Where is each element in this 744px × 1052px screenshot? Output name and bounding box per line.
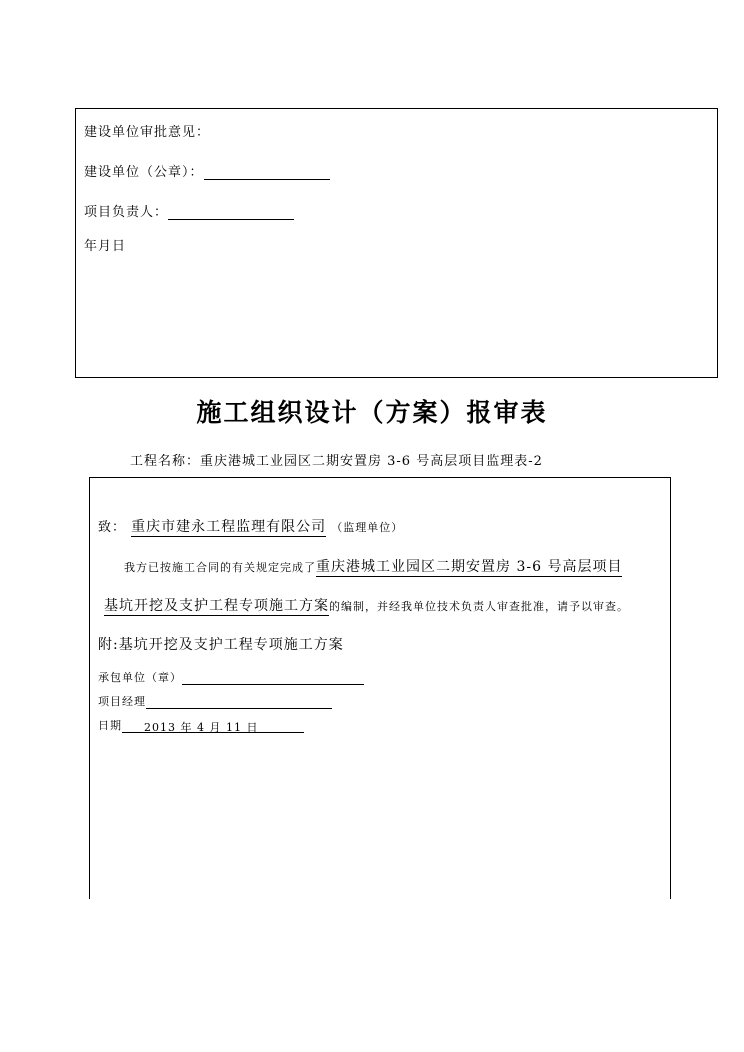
contractor-label: 承包单位（章） bbox=[98, 671, 182, 684]
attachment-value: 基坑开挖及支护工程专项施工方案 bbox=[118, 637, 344, 653]
supervisor-unit-note: （监理单位） bbox=[331, 521, 404, 534]
pm-row bbox=[98, 693, 332, 709]
project-name-row bbox=[130, 450, 543, 469]
date-label: 日期 bbox=[98, 719, 122, 732]
approval-box bbox=[75, 108, 718, 378]
body-suffix: 的编制，并经我单位技术负责人审查批准，请予以审查。 bbox=[329, 600, 629, 613]
body-plan-name: 基坑开挖及支护工程专项施工方案 bbox=[104, 598, 329, 614]
project-label: 工程名称： bbox=[130, 454, 201, 469]
body-line-2 bbox=[104, 595, 629, 615]
date-value[interactable]: 2013 年 4 月 11 日 bbox=[122, 719, 304, 733]
approval-manager-blank[interactable] bbox=[168, 205, 294, 220]
body-project-name: 重庆港城工业园区二期安置房 3-6 号高层项目 bbox=[316, 559, 623, 575]
to-row bbox=[98, 516, 403, 536]
pm-label: 项目经理 bbox=[98, 695, 146, 708]
contractor-blank[interactable] bbox=[182, 670, 364, 685]
body-prefix: 我方已按施工合同的有关规定完成了 bbox=[124, 561, 316, 574]
attachment-label: 附: bbox=[98, 637, 119, 653]
approval-unit-label: 建设单位（公章）： bbox=[84, 165, 204, 180]
approval-unit-blank[interactable] bbox=[204, 165, 330, 180]
project-name: 重庆港城工业园区二期安置房 3-6 号高层项目监理表-2 bbox=[200, 454, 543, 469]
pm-blank[interactable] bbox=[146, 694, 332, 709]
approval-manager-row bbox=[84, 201, 294, 220]
supervisor-company: 重庆市建永工程监理有限公司 bbox=[131, 519, 327, 535]
body-line-1 bbox=[124, 556, 622, 576]
contractor-row bbox=[98, 669, 364, 685]
date-row bbox=[98, 717, 304, 733]
approval-unit-row bbox=[84, 161, 330, 180]
attachment-row bbox=[98, 634, 344, 654]
approval-date-label: 年月日 bbox=[84, 239, 127, 254]
form-title: 施工组织设计（方案）报审表 bbox=[196, 398, 548, 427]
approval-manager-label: 项目负责人： bbox=[84, 205, 169, 220]
approval-opinion-label: 建设单位审批意见： bbox=[84, 125, 211, 140]
submission-box bbox=[89, 477, 671, 899]
to-label: 致： bbox=[98, 520, 127, 535]
